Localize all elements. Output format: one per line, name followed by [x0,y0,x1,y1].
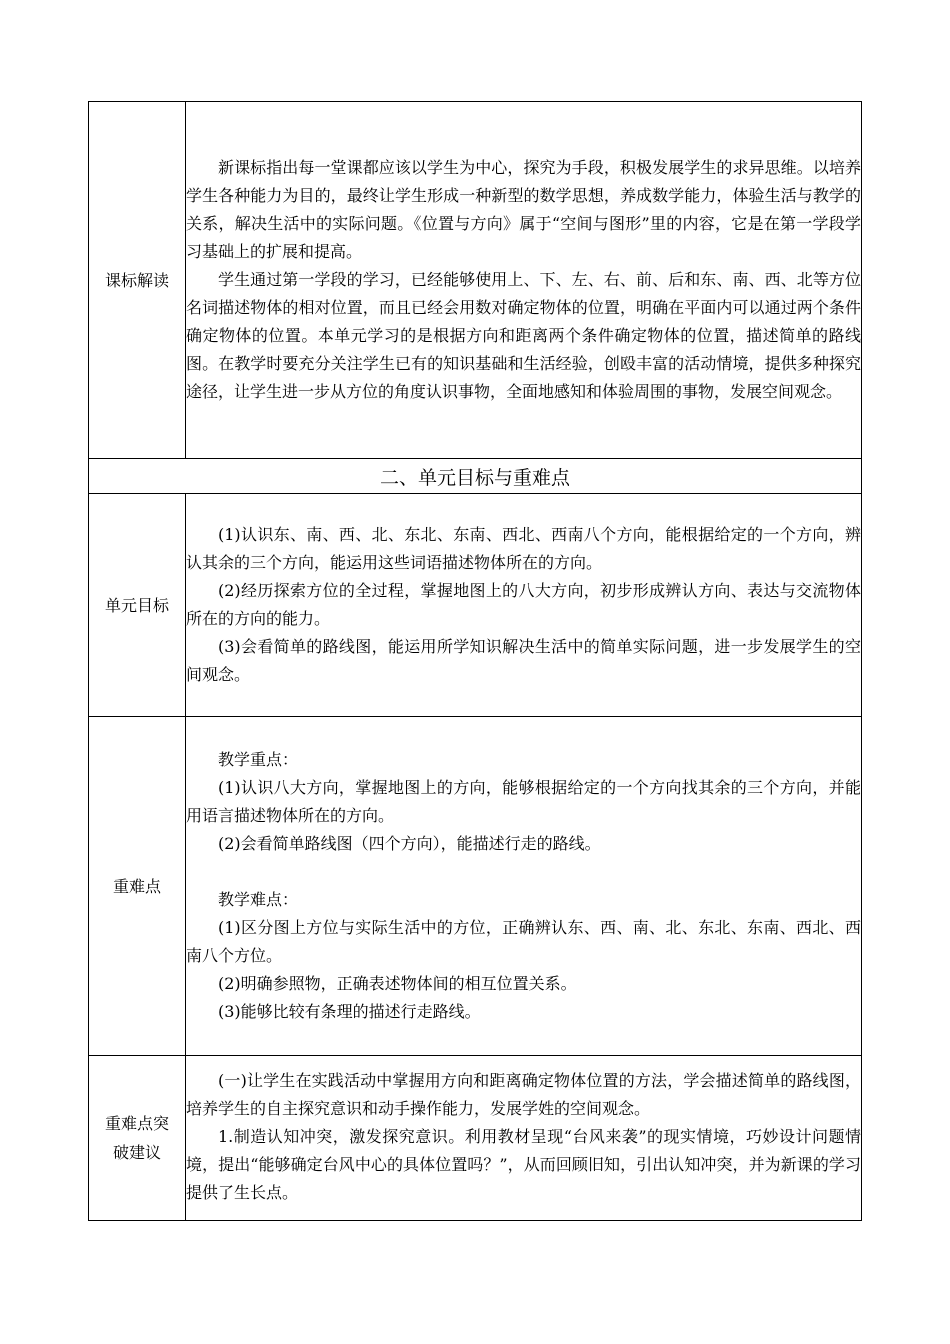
curriculum-label-cell [89,102,186,459]
lesson-plan-table [88,101,862,1221]
focus-item: (2)会看简单路线图（四个方向），能描述行走的路线。 [218,834,601,853]
focus-item: (1)认识八大方向，掌握地图上的方向，能够根据给定的一个方向找其余的三个方向，并能用语言描述物体所在的方向。 [186,778,861,825]
key-points-label: 重难点 [112,876,161,896]
suggestions-content [186,1056,862,1221]
suggestion-paragraph: (一)让学生在实践活动中掌握用方向和距离确定物体位置的方法，学会描述简单的路线图，培养学生的自主探究意识和动手操作能力，发展学姓的空间观念。 [186,1071,861,1118]
curriculum-paragraph: 新课标指出每一堂课都应该以学生为中心，探究为手段，积极发展学生的求异思维。以培养学生各种能力为目的，最终让学生形成一种新型的数学思想，养成数学能力，体验生活与教学的关系，解决生活中的实际问题。《位置与方向》属于“空间与图形”里的内容，它是在第一学段学习基础上的扩展和提高。 [186,158,861,261]
suggestion-paragraph: 1.制造认知冲突，激发探究意识。利用教材呈现“台风来袭”的现实情境，巧妙设计问题情境，提出“能够确定台风中心的具体位置吗？”，从而回顾旧知，引出认知冲突，并为新课的学习提供了生长点。 [186,1127,861,1202]
goals-label-cell [89,494,186,717]
suggestions-label-line-1: 重难点突 [104,1114,169,1133]
difficulty-item: (1)区分图上方位与实际生活中的方位，正确辨认东、西、南、北、东北、东南、西北、西南八个方位。 [186,918,861,965]
difficulty-item: (3)能够比较有条理的描述行走路线。 [218,1002,481,1021]
key-points-row [89,717,862,1056]
goals-content [186,494,862,717]
key-points-label-cell [89,717,186,1056]
curriculum-content [186,102,862,459]
key-points-content [186,717,862,1056]
goal-item: (2)经历探索方位的全过程，掌握地图上的八大方向，初步形成辨认方向、表达与交流物体所在的方向的能力。 [186,581,861,628]
goal-item: (3)会看简单的路线图，能运用所学知识解决生活中的简单实际问题，进一步发展学生的空间观念。 [186,637,861,684]
section-title: 二、单元目标与重难点 [89,459,862,494]
suggestions-label-line-2: 破建议 [112,1143,161,1162]
focus-heading: 教学重点： [218,750,299,769]
curriculum-row [89,102,862,459]
suggestions-label-cell [89,1056,186,1221]
goal-item: (1)认识东、南、西、北、东北、东南、西北、西南八个方向，能根据给定的一个方向，辨认其余的三个方向，能运用这些词语描述物体所在的方向。 [186,525,861,572]
difficulty-item: (2)明确参照物，正确表述物体间的相互位置关系。 [218,974,577,993]
suggestions-row [89,1056,862,1221]
goals-row [89,494,862,717]
difficulty-heading: 教学难点： [218,890,299,909]
goals-label: 单元目标 [104,595,169,615]
section-row [89,459,862,494]
curriculum-label: 课标解读 [104,270,169,290]
curriculum-paragraph: 学生通过第一学段的学习，已经能够使用上、下、左、右、前、后和东、南、西、北等方位名词描述物体的相对位置，而且已经会用数对确定物体的位置，明确在平面内可以通过两个条件确定物体的位置。本单元学习的是根据方向和距离两个条件确定物体的位置，描述简单的路线图。在教学时要充分关注学生已有的知识基础和生活经验，创殴丰富的活动情境，提供多种探究途径，让学生进一步从方位的角度认识事物，全面地感知和体验周围的事物，发展空间观念。 [186,270,861,401]
